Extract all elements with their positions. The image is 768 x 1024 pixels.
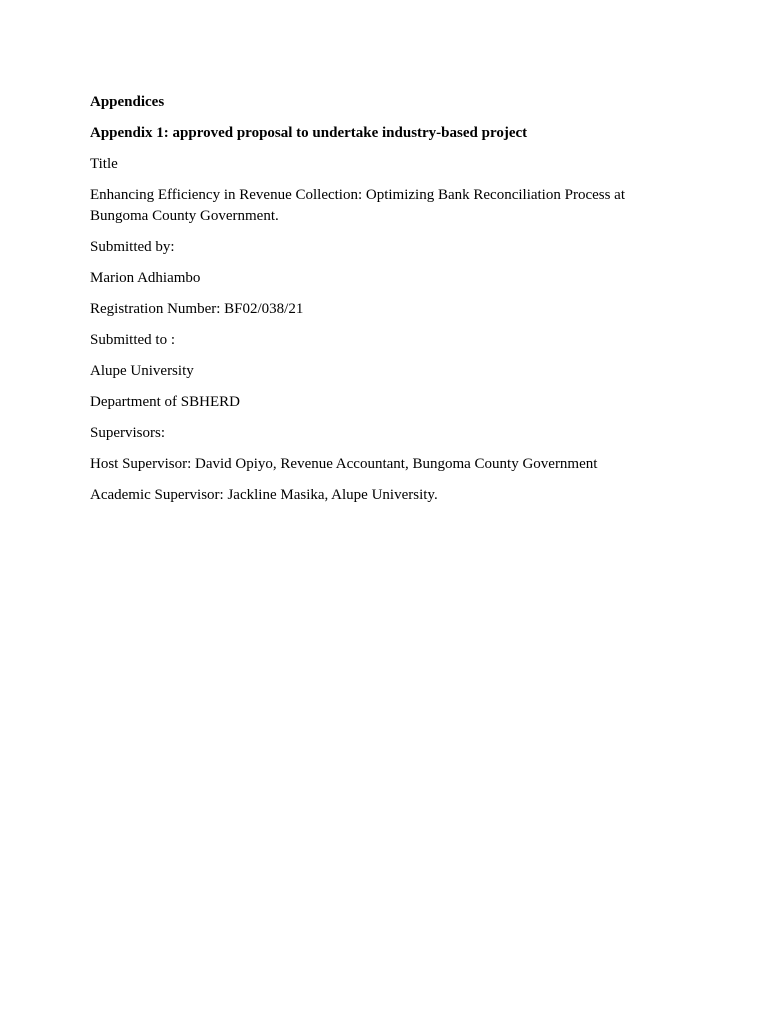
student-name: Marion Adhiambo bbox=[90, 270, 201, 286]
registration-number: Registration Number: BF02/038/21 bbox=[90, 301, 304, 317]
project-title: Enhancing Efficiency in Revenue Collection: Optimizing Bank Reconciliation Process at Bungoma County Government. bbox=[90, 187, 626, 224]
supervisors-label: Supervisors: bbox=[90, 425, 165, 441]
academic-supervisor: Academic Supervisor: Jackline Masika, Alupe University. bbox=[90, 487, 438, 503]
university-name: Alupe University bbox=[90, 363, 194, 379]
host-supervisor: Host Supervisor: David Opiyo, Revenue Accountant, Bungoma County Government bbox=[90, 456, 598, 472]
submitted-by-label: Submitted by: bbox=[90, 239, 175, 255]
title-label: Title bbox=[90, 156, 118, 172]
department-name: Department of SBHERD bbox=[90, 394, 240, 410]
appendices-heading: Appendices bbox=[90, 94, 165, 110]
appendix-1-heading: Appendix 1: approved proposal to undertake industry-based project bbox=[90, 125, 528, 141]
submitted-to-label: Submitted to : bbox=[90, 332, 176, 348]
